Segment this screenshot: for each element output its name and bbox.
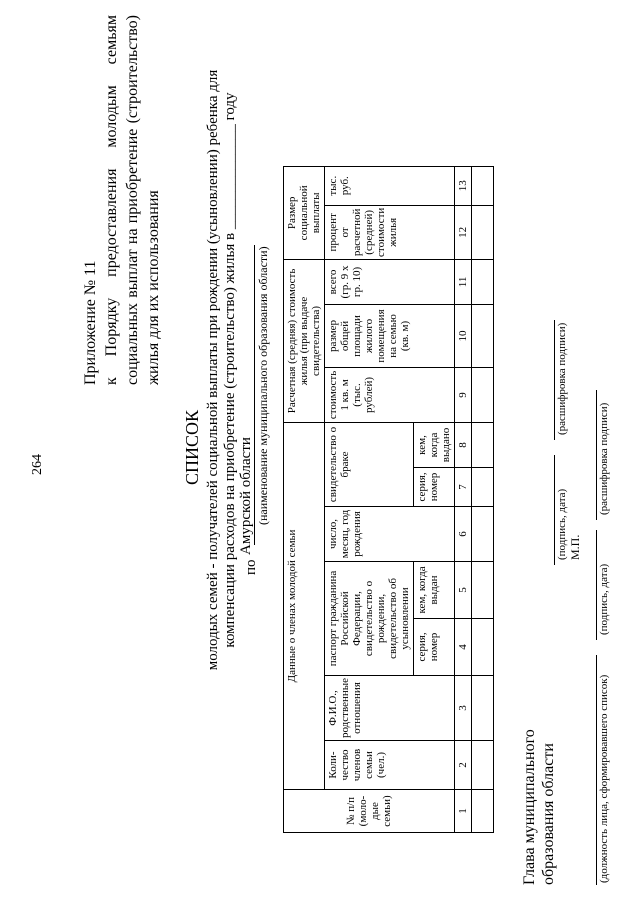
page-number: 264: [30, 454, 45, 475]
signature-line: [554, 455, 555, 565]
header-payment: Размер социальной выплаты: [284, 166, 325, 259]
table-header-row: [325, 166, 414, 832]
signature-note: (расшифровка подписи): [598, 402, 610, 515]
col-num: 5: [455, 561, 472, 618]
appendix-title: Приложение № 11: [82, 260, 99, 385]
region-underline: [254, 245, 255, 545]
column-number-row: [455, 166, 472, 832]
header-passport: паспорт гражданина Российской Федерации, свидетельство о рождении, свидетельство об усыновлении: [325, 561, 414, 675]
header-thousand: тыс. руб.: [325, 166, 455, 205]
table-row: [472, 166, 494, 832]
header-series1: серия, номер: [414, 618, 455, 675]
header-members: Данные о членах молодой семьи: [284, 422, 325, 789]
appendix-block: [80, 15, 164, 385]
header-marriage: свидетельство о браке: [325, 422, 414, 506]
appendix-text: к Порядку предоставления молодым семьям социальных выплат на приобретение (строительство) жилья для их использования: [103, 15, 162, 385]
signature-line: [596, 390, 597, 520]
col-num: 2: [455, 741, 472, 790]
recipients-table: [283, 166, 494, 833]
header-issued1: кем, когда выдан: [414, 561, 455, 618]
region-name: Амурской области: [238, 437, 254, 555]
header-total: всего (гр. 9 x гр. 10): [325, 259, 455, 304]
header-dob: число, месяц, год рождения: [325, 506, 455, 561]
header-cost: Расчетная (средняя) стоимость жилья (при выдаче свидетельства): [284, 259, 325, 422]
header-num: № п/п (моло-дые семьи): [284, 790, 455, 833]
signature-note: (подпись, дата): [556, 488, 568, 560]
header-series2: серия, номер: [414, 467, 455, 506]
col-num: 9: [455, 367, 472, 422]
col-num: 1: [455, 790, 472, 833]
region-note: (наименование муниципального образования области): [256, 246, 270, 525]
col-num: 8: [455, 422, 472, 467]
signature-note: (должность лица, сформировавшего список): [598, 674, 610, 883]
signature-head: Глава муниципального образования области: [521, 729, 557, 885]
signature-line: [596, 530, 597, 640]
list-title: СПИСОК: [182, 409, 202, 485]
signature-line: [596, 655, 597, 885]
header-percent: процент от расчетной (средней) стоимости жилья: [325, 205, 455, 259]
stamp-place: М.П.: [568, 534, 582, 560]
header-count: Коли-чество членов семьи (чел.): [325, 741, 455, 790]
col-num: 10: [455, 304, 472, 367]
col-num: 12: [455, 205, 472, 259]
col-num: 3: [455, 675, 472, 740]
list-subtitle: молодых семей - получателей социальной выплаты при рождении (усыновлении) ребенка для компенсации расходов на приобретение (строительство) жилья в ______________ году: [205, 69, 238, 671]
col-num: 6: [455, 506, 472, 561]
col-num: 11: [455, 259, 472, 304]
header-fio: Ф.И.О., родственные отношения: [325, 675, 455, 740]
po-label: по: [243, 559, 259, 575]
header-issued2: кем, когда выдано: [414, 422, 455, 467]
col-num: 7: [455, 467, 472, 506]
table-header-row: [284, 166, 325, 832]
signature-note: (подпись, дата): [598, 563, 610, 635]
header-area: размер общей площади жилого помещения на семью (кв. м): [325, 304, 455, 367]
signature-line: [554, 320, 555, 440]
signature-note: (расшифровка подписи): [556, 322, 568, 435]
col-num: 4: [455, 618, 472, 675]
header-cost-m2: стоимость 1 кв. м (тыс. рублей): [325, 367, 455, 422]
col-num: 13: [455, 166, 472, 205]
